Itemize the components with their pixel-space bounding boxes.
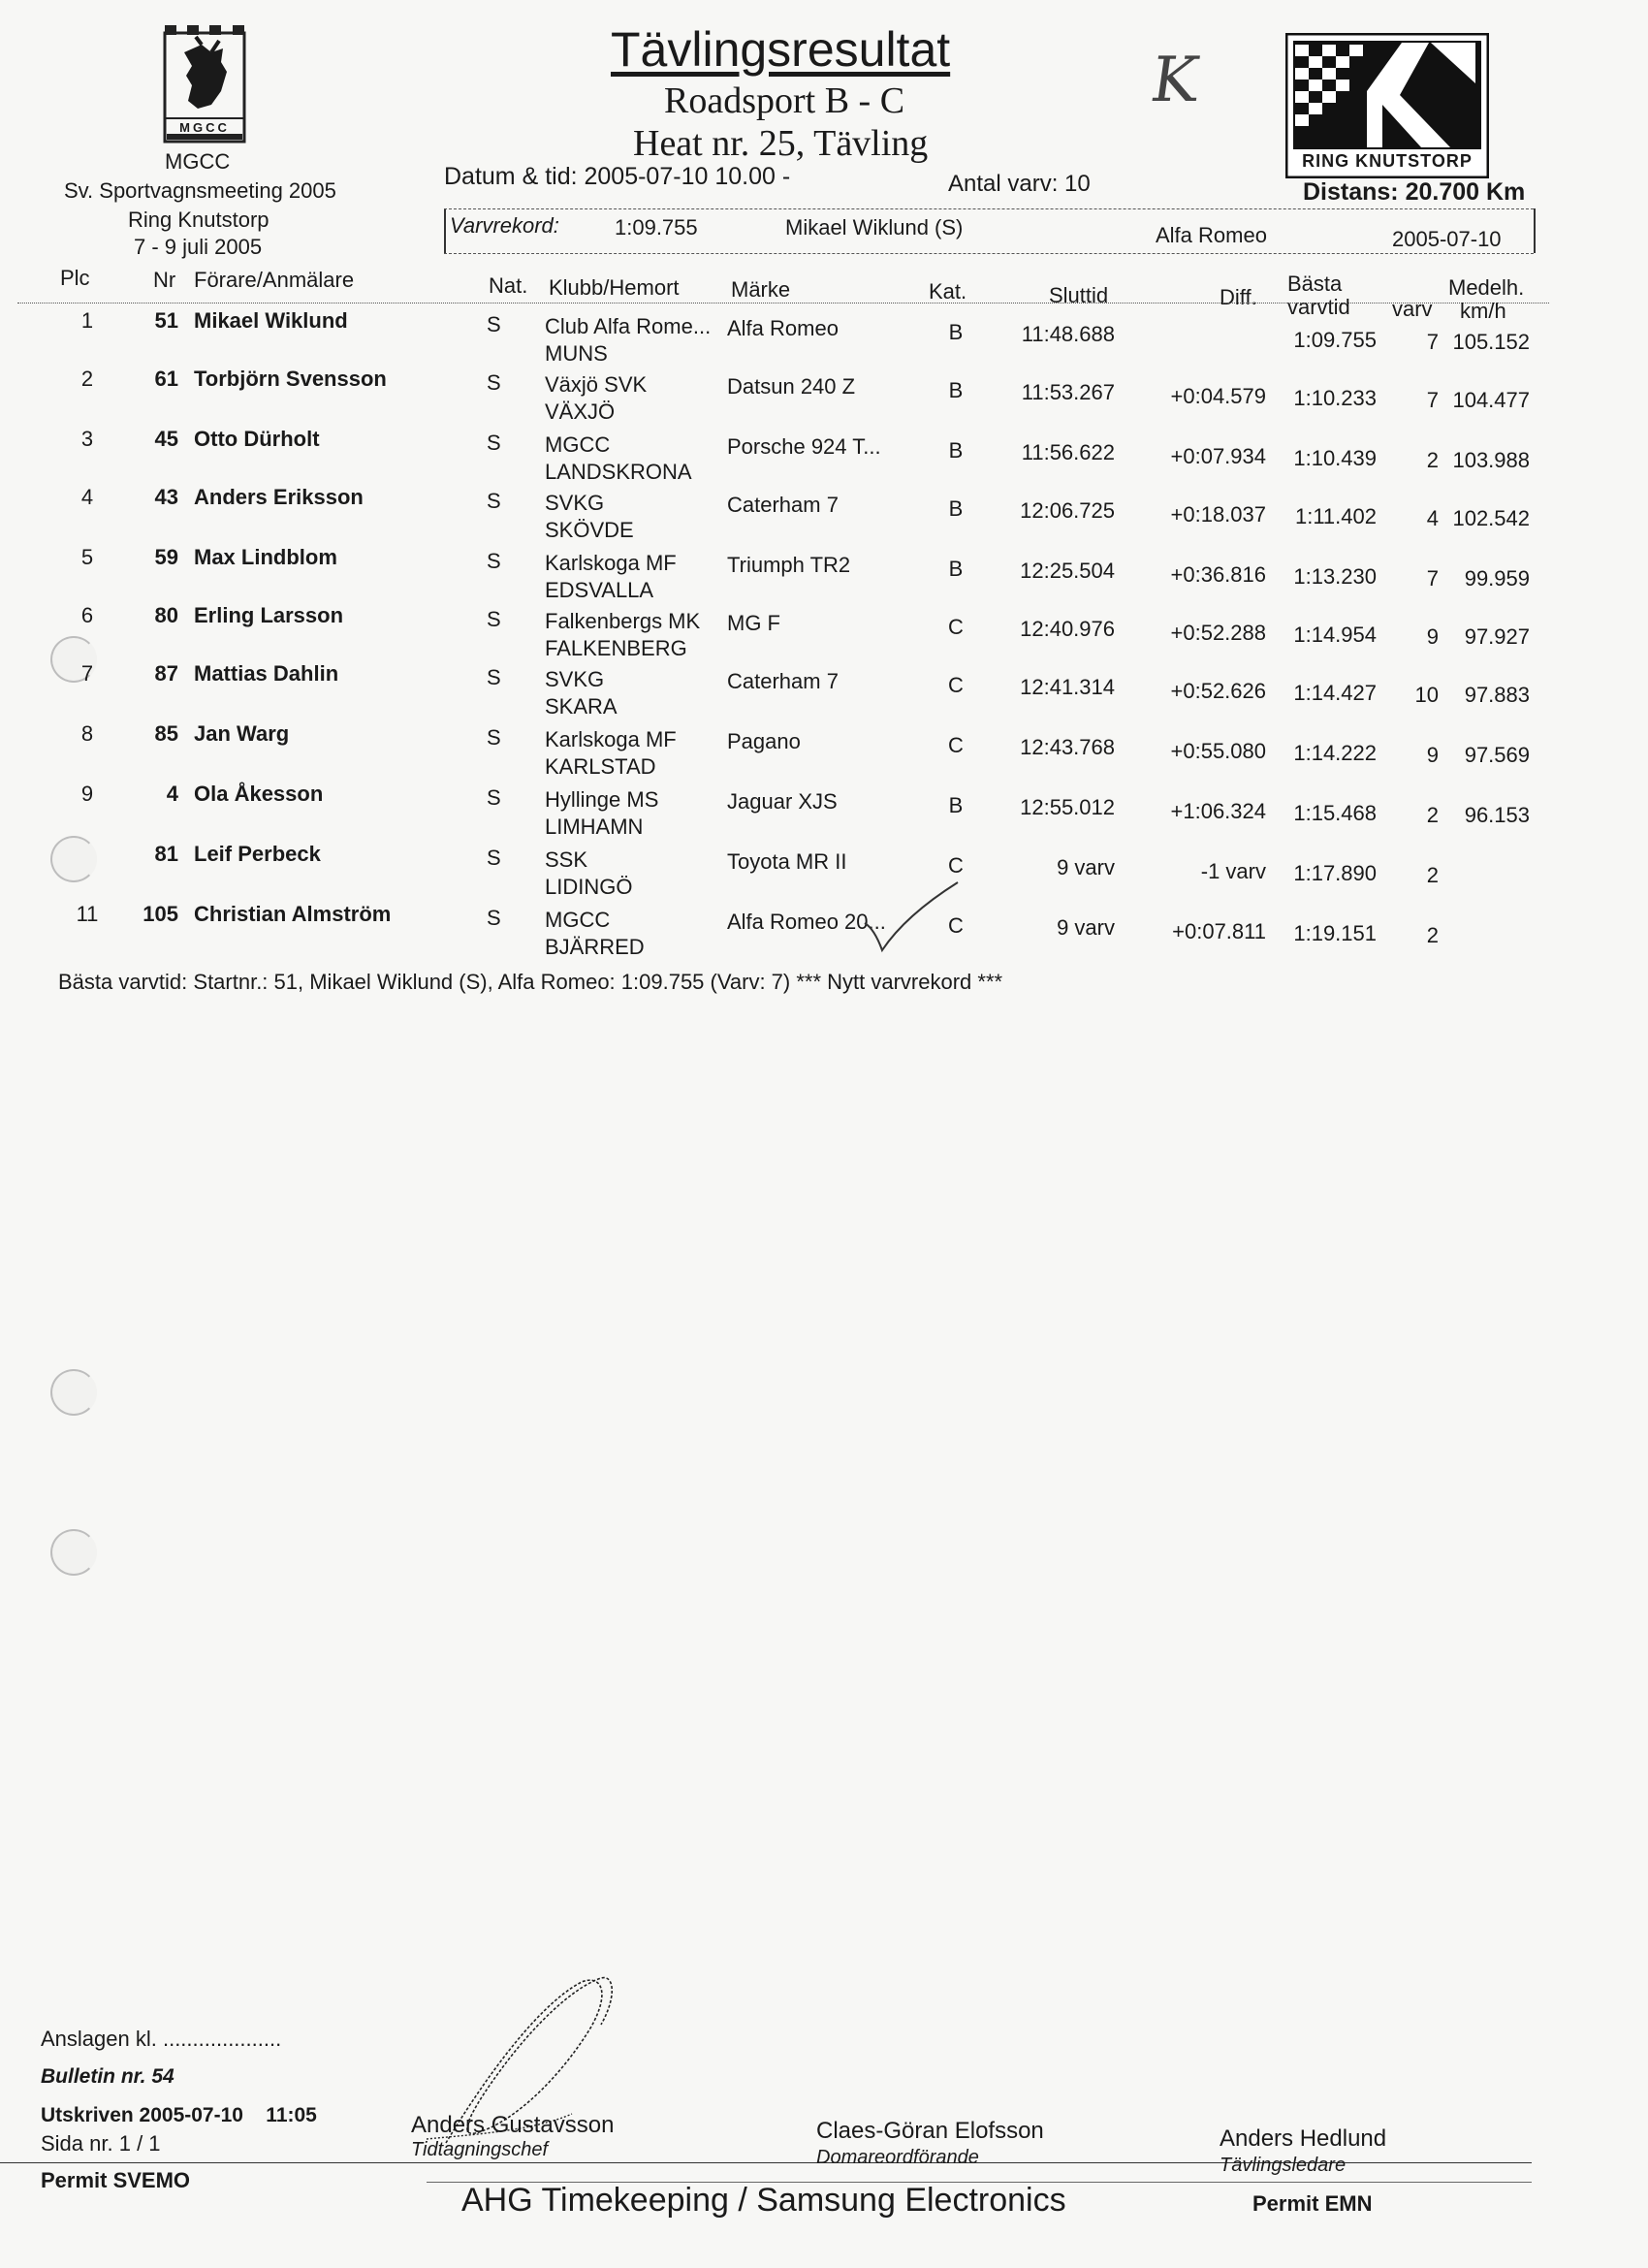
record-driver: Mikael Wiklund (S)	[785, 215, 964, 240]
official2-name: Claes-Göran Elofsson	[816, 2118, 1044, 2144]
handwritten-mark: K	[1146, 45, 1204, 116]
col-plc: Plc	[60, 266, 90, 290]
result-home: SKÖVDE	[545, 518, 634, 542]
check-mark-icon	[861, 878, 962, 960]
result-sluttid: 9 varv	[1057, 915, 1115, 940]
result-sluttid: 12:25.504	[1020, 559, 1115, 583]
result-nat: S	[487, 549, 501, 573]
col-club: Klubb/Hemort	[549, 275, 680, 300]
ring-knutstorp-logo	[1285, 33, 1489, 178]
result-driver: Jan Warg	[194, 721, 290, 746]
meeting-dates: 7 - 9 juli 2005	[134, 235, 263, 259]
result-kat: C	[948, 673, 964, 697]
result-nr: 105	[143, 902, 178, 926]
result-nr: 80	[154, 603, 178, 627]
result-club: Karlskoga MF	[545, 551, 677, 575]
result-nat: S	[487, 846, 501, 870]
result-basta: 1:10.233	[1293, 386, 1377, 410]
result-driver: Otto Dürholt	[194, 427, 320, 451]
official2-role: Domareordförande	[816, 2147, 979, 2168]
result-marke: Toyota MR II	[727, 849, 847, 874]
result-nr: 51	[154, 308, 178, 333]
result-basta: 1:14.954	[1293, 623, 1377, 647]
result-marke: Pagano	[727, 729, 801, 753]
result-marke: Datsun 240 Z	[727, 374, 856, 399]
meeting-name: Sv. Sportvagnsmeeting 2005	[64, 178, 336, 203]
official3-role: Tävlingsledare	[1220, 2155, 1347, 2176]
result-driver: Max Lindblom	[194, 545, 337, 569]
col-driver: Förare/Anmälare	[194, 268, 355, 292]
record-time: 1:09.755	[615, 215, 698, 240]
result-club: MGCC	[545, 908, 611, 932]
result-medel: 103.988	[1452, 448, 1530, 472]
result-varv: 9	[1426, 743, 1439, 767]
record-car: Alfa Romeo	[1156, 223, 1267, 247]
result-marke: MG F	[727, 611, 780, 635]
result-sluttid: 11:48.688	[1021, 322, 1115, 346]
result-medel: 97.927	[1464, 624, 1530, 649]
result-nr: 45	[154, 427, 178, 451]
result-nat: S	[487, 489, 501, 513]
result-sluttid: 11:56.622	[1021, 440, 1115, 464]
result-diff: +0:18.037	[1170, 502, 1266, 527]
result-sluttid: 12:43.768	[1020, 735, 1115, 759]
result-driver: Mattias Dahlin	[194, 661, 339, 686]
official1-role: Tidtagningschef	[411, 2139, 549, 2160]
result-medel: 102.542	[1452, 506, 1530, 530]
result-home: FALKENBERG	[545, 636, 687, 660]
result-basta: 1:09.755	[1293, 328, 1377, 352]
result-marke: Alfa Romeo 20...	[727, 910, 886, 934]
result-basta: 1:17.890	[1293, 861, 1377, 885]
result-kat: B	[948, 557, 964, 581]
result-marke: Alfa Romeo	[727, 316, 839, 340]
result-kat: C	[948, 733, 964, 757]
official3-name: Anders Hedlund	[1220, 2125, 1387, 2152]
venue-name: Ring Knutstorp	[128, 208, 269, 232]
permit-svemo: Permit SVEMO	[41, 2168, 191, 2192]
result-sluttid: 12:41.314	[1020, 675, 1115, 699]
record-label: Varvrekord:	[450, 213, 559, 238]
col-medelh-2: km/h	[1460, 299, 1506, 323]
result-plc: 11	[76, 902, 99, 926]
result-club: SSK	[545, 847, 588, 872]
anslagen: Anslagen kl. ....................	[41, 2027, 282, 2051]
result-basta: 1:14.222	[1293, 741, 1377, 765]
result-kat: B	[948, 793, 964, 817]
result-varv: 4	[1426, 506, 1439, 530]
result-home: VÄXJÖ	[545, 399, 616, 424]
result-nr: 43	[154, 485, 178, 509]
result-kat: B	[948, 496, 964, 521]
result-kat: C	[948, 913, 964, 938]
result-nr: 87	[154, 661, 178, 686]
result-marke: Jaguar XJS	[727, 789, 838, 814]
punch-hole	[50, 836, 97, 882]
record-box	[444, 208, 1536, 253]
official1-name: Anders Gustavsson	[411, 2112, 615, 2138]
col-kat: Kat.	[929, 279, 967, 303]
result-nr: 4	[166, 782, 178, 806]
result-plc: 6	[80, 603, 94, 627]
result-plc: 3	[80, 427, 94, 451]
club-name: MGCC	[165, 149, 231, 174]
result-nat: S	[487, 906, 501, 930]
result-medel: 96.153	[1464, 803, 1530, 827]
result-diff: +0:07.811	[1172, 919, 1266, 943]
col-nr: Nr	[153, 268, 176, 292]
col-basta-2: varvtid	[1287, 295, 1350, 319]
result-marke: Porsche 924 T...	[727, 434, 881, 459]
result-sluttid: 9 varv	[1057, 855, 1115, 879]
result-plc: 2	[80, 367, 94, 391]
result-diff: +1:06.324	[1170, 799, 1266, 823]
record-box-top-line	[444, 208, 1534, 209]
result-nat: S	[487, 312, 501, 336]
col-diff: Diff.	[1220, 285, 1257, 309]
result-driver: Christian Almström	[194, 902, 392, 926]
result-sluttid: 12:06.725	[1020, 498, 1115, 523]
result-plc: 9	[80, 782, 94, 806]
result-sluttid: 12:40.976	[1020, 617, 1115, 641]
result-club: Karlskoga MF	[545, 727, 677, 751]
result-nat: S	[487, 725, 501, 750]
result-varv: 10	[1414, 683, 1439, 707]
result-kat: C	[948, 853, 964, 878]
result-nat: S	[487, 370, 501, 395]
result-driver: Anders Eriksson	[194, 485, 364, 509]
result-marke: Caterham 7	[727, 493, 839, 517]
ring-knutstorp-logo-text: RING KNUTSTORP	[1302, 151, 1473, 171]
result-kat: B	[948, 320, 964, 344]
mgcc-logo-text: MGCC	[179, 120, 230, 135]
result-kat: B	[948, 378, 964, 402]
result-driver: Erling Larsson	[194, 603, 344, 627]
result-diff: +0:36.816	[1170, 562, 1266, 587]
result-home: LANDSKRONA	[545, 460, 692, 484]
result-medel: 99.959	[1464, 566, 1530, 591]
result-home: LIMHAMN	[545, 815, 644, 839]
result-club: Falkenbergs MK	[545, 609, 701, 633]
mgcc-logo	[163, 23, 246, 147]
result-plc: 4	[80, 485, 94, 509]
result-club: Hyllinge MS	[545, 787, 659, 812]
bulletin: Bulletin nr. 54	[41, 2065, 174, 2088]
result-home: MUNS	[545, 341, 608, 366]
result-nat: S	[487, 607, 501, 631]
result-basta: 1:19.151	[1293, 921, 1377, 945]
result-varv: 7	[1426, 566, 1439, 591]
result-driver: Ola Åkesson	[194, 782, 324, 806]
result-diff: +0:07.934	[1170, 444, 1266, 468]
result-basta: 1:10.439	[1293, 446, 1377, 470]
result-varv: 7	[1426, 388, 1439, 412]
result-varv: 2	[1426, 803, 1439, 827]
col-medelh-1: Medelh.	[1448, 275, 1525, 300]
col-varv: varv	[1392, 297, 1433, 321]
result-plc: 8	[80, 721, 94, 746]
result-basta: 1:14.427	[1293, 681, 1377, 705]
result-plc: 7	[80, 661, 94, 686]
result-basta: 1:13.230	[1293, 564, 1377, 589]
result-home: BJÄRRED	[545, 935, 645, 959]
result-plc: 1	[80, 308, 94, 333]
result-club: SVKG	[545, 667, 605, 691]
result-varv: 9	[1426, 624, 1439, 649]
result-diff: +0:52.626	[1170, 679, 1266, 703]
result-marke: Triumph TR2	[727, 553, 851, 577]
result-sluttid: 11:53.267	[1021, 380, 1115, 404]
result-driver: Torbjörn Svensson	[194, 367, 387, 391]
result-home: KARLSTAD	[545, 754, 656, 779]
result-plc: 5	[80, 545, 94, 569]
company: AHG Timekeeping / Samsung Electronics	[461, 2182, 1066, 2219]
result-medel: 97.883	[1464, 683, 1530, 707]
result-diff: -1 varv	[1200, 859, 1266, 883]
punch-hole	[50, 1529, 97, 1576]
result-club: Club Alfa Rome...	[545, 314, 712, 338]
heat-title: Heat nr. 25, Tävling	[633, 123, 929, 164]
result-nat: S	[487, 665, 501, 689]
col-sluttid: Sluttid	[1049, 283, 1109, 307]
result-nr: 61	[154, 367, 178, 391]
class-name: Roadsport B - C	[664, 80, 905, 121]
result-medel: 97.569	[1464, 743, 1530, 767]
utskriven: Utskriven 2005-07-10 11:05	[41, 2104, 317, 2126]
antal-varv: Antal varv: 10	[948, 171, 1091, 197]
col-nat: Nat.	[489, 273, 528, 298]
result-nat: S	[487, 785, 501, 810]
distans: Distans: 20.700 Km	[1303, 178, 1526, 206]
record-date: 2005-07-10	[1392, 227, 1502, 251]
result-kat: B	[948, 438, 964, 463]
col-basta-1: Bästa	[1287, 272, 1343, 296]
result-kat: C	[948, 615, 964, 639]
result-home: SKARA	[545, 694, 618, 719]
record-box-bottom-line	[444, 253, 1534, 254]
result-home: LIDINGÖ	[545, 875, 633, 899]
result-varv: 2	[1426, 448, 1439, 472]
result-medel: 104.477	[1452, 388, 1530, 412]
result-nr: 59	[154, 545, 178, 569]
result-varv: 7	[1426, 330, 1439, 354]
punch-hole	[50, 1369, 97, 1416]
sida: Sida nr. 1 / 1	[41, 2131, 161, 2156]
result-diff: +0:52.288	[1170, 621, 1266, 645]
permit-emn: Permit EMN	[1252, 2191, 1373, 2216]
result-home: EDSVALLA	[545, 578, 654, 602]
result-varv: 2	[1426, 923, 1439, 947]
result-sluttid: 12:55.012	[1020, 795, 1115, 819]
result-nat: S	[487, 431, 501, 455]
datum-tid: Datum & tid: 2005-07-10 10.00 -	[444, 163, 791, 190]
page-title: Tävlingsresultat	[611, 22, 951, 77]
result-varv: 2	[1426, 863, 1439, 887]
result-medel: 105.152	[1452, 330, 1530, 354]
result-diff: +0:04.579	[1170, 384, 1266, 408]
result-basta: 1:15.468	[1293, 801, 1377, 825]
result-driver: Leif Perbeck	[194, 842, 321, 866]
result-driver: Mikael Wiklund	[194, 308, 348, 333]
result-club: SVKG	[545, 491, 605, 515]
result-basta: 1:11.402	[1294, 504, 1377, 528]
result-club: Växjö SVK	[545, 372, 648, 397]
result-nr: 81	[154, 842, 178, 866]
best-lap-note: Bästa varvtid: Startnr.: 51, Mikael Wiklund (S), Alfa Romeo: 1:09.755 (Varv: 7) *** Nytt varvrekord ***	[58, 970, 1003, 994]
result-nr: 85	[154, 721, 178, 746]
col-marke: Märke	[731, 277, 791, 302]
result-diff: +0:55.080	[1170, 739, 1266, 763]
result-club: MGCC	[545, 432, 611, 457]
result-marke: Caterham 7	[727, 669, 839, 693]
